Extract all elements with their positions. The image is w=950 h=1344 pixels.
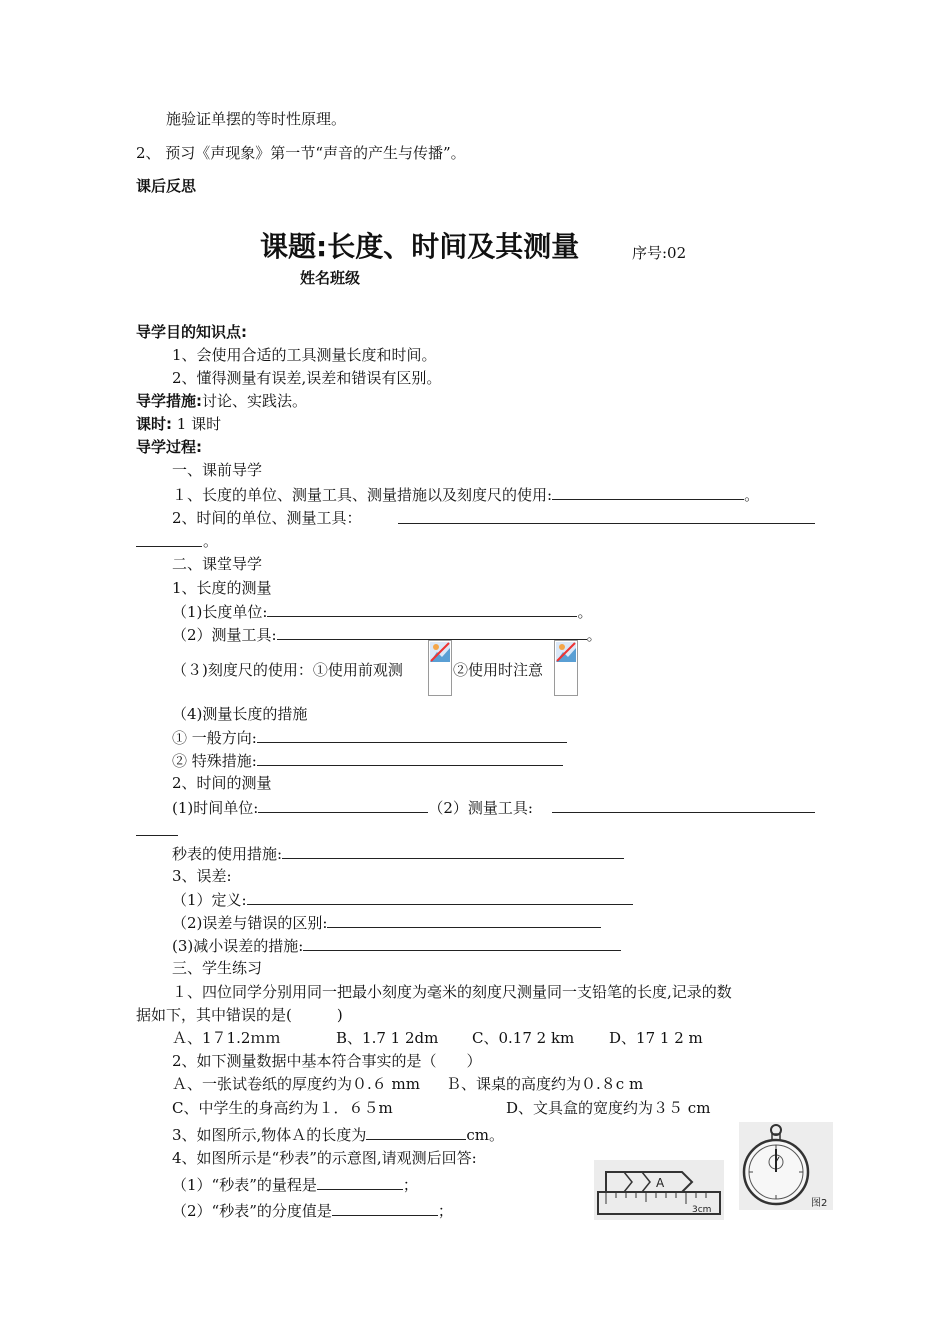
q2-option-d[interactable]: D、文具盒的宽度约为３５ cm (506, 1099, 711, 1117)
practice-q3-text: 3、如图所示,物体Ａ的长度为 (172, 1126, 367, 1144)
stopwatch-usage (172, 843, 624, 864)
general-method (172, 727, 567, 748)
stopwatch-range-text: （1）“秒表”的量程是 (172, 1176, 317, 1194)
semicolon: ； (402, 1176, 418, 1194)
broken-image-icon (430, 642, 450, 662)
error-vs-mistake-text: （2)误差与错误的区别: (172, 914, 328, 932)
object-a-label: A (656, 1176, 665, 1190)
pre-q2-end: 。 (203, 532, 219, 550)
answer-blank[interactable] (317, 1174, 403, 1190)
answer-blank-continued[interactable] (136, 546, 202, 547)
practice-q2: 2、如下测量数据中基本符合事实的是（ ） (172, 1052, 482, 1070)
stopwatch-figure (739, 1122, 833, 1210)
preview-task: 2、 预习《声现象》第一节“声音的产生与传播”。 (136, 144, 466, 162)
hours-value: 1 课时 (172, 415, 222, 433)
error-definition-text: （1）定义: (172, 891, 247, 909)
pre-q2-text: 2、时间的单位、测量工具： (172, 509, 362, 527)
practice-q3-unit: cm。 (466, 1126, 504, 1144)
answer-blank[interactable] (257, 750, 563, 766)
length-tool (172, 624, 602, 645)
answer-blank[interactable] (552, 812, 815, 813)
ruler-figure (594, 1160, 724, 1220)
answer-blank[interactable] (277, 624, 587, 640)
special-method (172, 750, 563, 771)
pre-q1-end: 。 (744, 486, 760, 504)
q2-option-b[interactable]: Ｂ、课桌的高度约为０.８c m (446, 1075, 644, 1093)
image-placeholder (428, 640, 452, 696)
error-definition (172, 889, 633, 910)
pre-q1-text: １、长度的单位、测量工具、测量措施以及刻度尺的使用: (172, 486, 553, 504)
reflection-heading: 课后反思 (136, 177, 197, 195)
name-class-label: 姓名班级 (300, 269, 361, 287)
time-unit-line (172, 797, 533, 818)
length-section: 1、长度的测量 (172, 579, 272, 597)
q1-option-d[interactable]: D、17 1 2 m (609, 1029, 703, 1047)
answer-blank[interactable] (247, 889, 633, 905)
semicolon: ； (437, 1202, 453, 1220)
reduce-error (172, 935, 621, 956)
answer-blank[interactable] (552, 484, 744, 500)
answer-blank[interactable] (366, 1124, 466, 1140)
ruler-usage-a: （３)刻度尺的使用：①使用前观测 (172, 661, 403, 679)
length-unit-text: （1)长度单位: (172, 603, 268, 621)
time-unit-text: (1)时间单位: (172, 799, 259, 817)
stopwatch-range (172, 1174, 418, 1195)
q1-option-a[interactable]: Ａ、1７1.2ｍｍ (172, 1029, 281, 1047)
in-class-title: 二、课堂导学 (172, 555, 263, 573)
answer-blank[interactable] (303, 935, 621, 951)
measures-line (136, 391, 307, 411)
measure-methods: （4)测量长度的措施 (172, 705, 308, 723)
figure-2-label: 图2 (811, 1198, 828, 1209)
measures-value: 讨论、实践法。 (202, 392, 308, 410)
ruler-unit-label: 3cm (692, 1205, 712, 1215)
q1-option-c[interactable]: C、0.17 2 km (472, 1029, 575, 1047)
time-section: 2、时间的测量 (172, 774, 272, 792)
length-tool-text: （2）测量工具: (172, 626, 277, 644)
q2-option-a[interactable]: Ａ、一张试卷纸的厚度约为０.６ mm (172, 1075, 420, 1093)
answer-blank-continued[interactable] (136, 835, 178, 836)
answer-blank[interactable] (258, 797, 428, 813)
goal-item: 1、会使用合适的工具测量长度和时间。 (172, 346, 437, 364)
reduce-error-text: (3)减小误差的措施: (172, 937, 304, 955)
special-method-text: ② 特殊措施: (172, 752, 257, 770)
time-tool-text: （2）测量工具: (428, 799, 533, 817)
q2-option-c[interactable]: C、中学生的身高约为１．６５m (172, 1099, 393, 1117)
practice-title: 三、学生练习 (172, 959, 263, 977)
answer-blank[interactable] (332, 1200, 438, 1216)
image-placeholder (554, 640, 578, 696)
period: 。 (577, 603, 593, 621)
practice-q3 (172, 1124, 504, 1145)
pre-q1 (172, 484, 759, 505)
answer-blank[interactable] (398, 523, 815, 524)
q1-option-b[interactable]: B、1.7 1 2dm (336, 1029, 439, 1047)
practice-q1-line2: 据如下，其中错误的是( ) (136, 1006, 343, 1024)
serial-number: 序号:02 (632, 244, 687, 262)
lesson-title: 课题:长度、时间及其测量 (260, 230, 580, 263)
goal-item: 2、懂得测量有误差,误差和错误有区别。 (172, 369, 442, 387)
goals-heading: 导学目的知识点: (136, 323, 247, 341)
length-unit (172, 601, 592, 622)
error-section: 3、误差: (172, 867, 232, 885)
stopwatch-usage-text: 秒表的使用措施: (172, 845, 283, 863)
broken-image-icon (556, 642, 576, 662)
period: 。 (586, 626, 602, 644)
stopwatch-division-text: （2）“秒表”的分度值是 (172, 1202, 332, 1220)
ruler-usage-b: ②使用时注意 (453, 661, 544, 679)
answer-blank[interactable] (267, 601, 577, 617)
error-vs-mistake (172, 912, 601, 933)
process-heading: 导学过程: (136, 438, 202, 456)
hours-line (136, 414, 221, 434)
continuation-line: 施验证单摆的等时性原理。 (166, 110, 347, 128)
answer-blank[interactable] (282, 843, 624, 859)
stopwatch-division (172, 1200, 453, 1221)
general-method-text: ① 一般方向: (172, 729, 257, 747)
practice-q1-line1: １、四位同学分别用同一把最小刻度为毫米的刻度尺测量同一支铅笔的长度,记录的数 (172, 983, 732, 1001)
pre-class-title: 一、课前导学 (172, 461, 263, 479)
hours-label: 课时: (136, 415, 172, 433)
measures-label: 导学措施: (136, 392, 202, 410)
answer-blank[interactable] (327, 912, 601, 928)
answer-blank[interactable] (257, 727, 567, 743)
practice-q4: 4、如图所示是“秒表”的示意图,请观测后回答: (172, 1149, 477, 1167)
